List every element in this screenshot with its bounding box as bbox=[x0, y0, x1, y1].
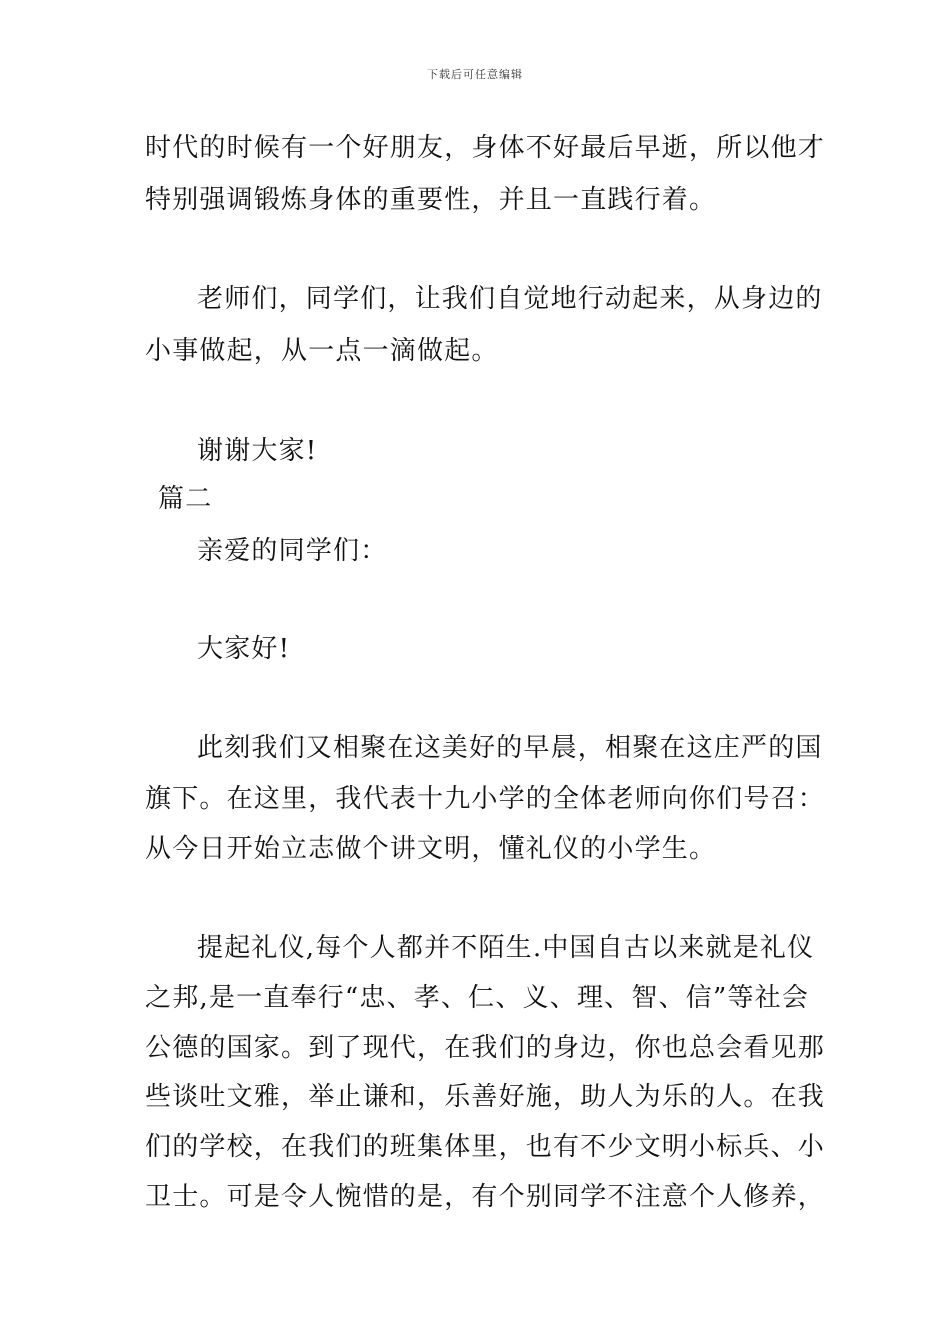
text-line: 旗下。在这里，我代表十九小学的全体老师向你们号召： bbox=[145, 784, 826, 814]
text-line: 特别强调锻炼身体的重要性，并且一直践行着。 bbox=[145, 185, 717, 215]
salutation-line: 亲爱的同学们： bbox=[197, 536, 388, 566]
closing-line: 谢谢大家! bbox=[197, 436, 318, 466]
paragraph-start-line: 提起礼仪,每个人都并不陌生.中国自古以来就是礼仪 bbox=[197, 933, 815, 963]
text-line: 些谈吐文雅，举止谦和，乐善好施，助人为乐的人。在我 bbox=[145, 1082, 826, 1112]
text-line: 公德的国家。到了现代，在我们的身边，你也总会看见那 bbox=[145, 1033, 826, 1063]
text-line: 从今日开始立志做个讲文明，懂礼仪的小学生。 bbox=[145, 834, 717, 864]
section-heading: 篇二 bbox=[158, 484, 213, 514]
text-line: 们的学校，在我们的班集体里，也有不少文明小标兵、小 bbox=[145, 1132, 826, 1162]
text-line: 时代的时候有一个好朋友，身体不好最后早逝，所以他才 bbox=[145, 133, 826, 163]
text-line: 之邦,是一直奉行“忠、孝、仁、义、理、智、信”等社会 bbox=[145, 983, 810, 1013]
page-header: 下载后可任意编辑 bbox=[427, 68, 523, 81]
text-line: 小事做起，从一点一滴做起。 bbox=[145, 336, 499, 366]
paragraph-start-line: 老师们，同学们，让我们自觉地行动起来，从身边的 bbox=[197, 284, 823, 314]
paragraph-start-line: 此刻我们又相聚在这美好的早晨，相聚在这庄严的国 bbox=[197, 733, 823, 763]
text-line: 卫士。可是令人惋惜的是，有个别同学不注意个人修养， bbox=[145, 1182, 826, 1212]
greeting-line: 大家好! bbox=[197, 634, 291, 664]
